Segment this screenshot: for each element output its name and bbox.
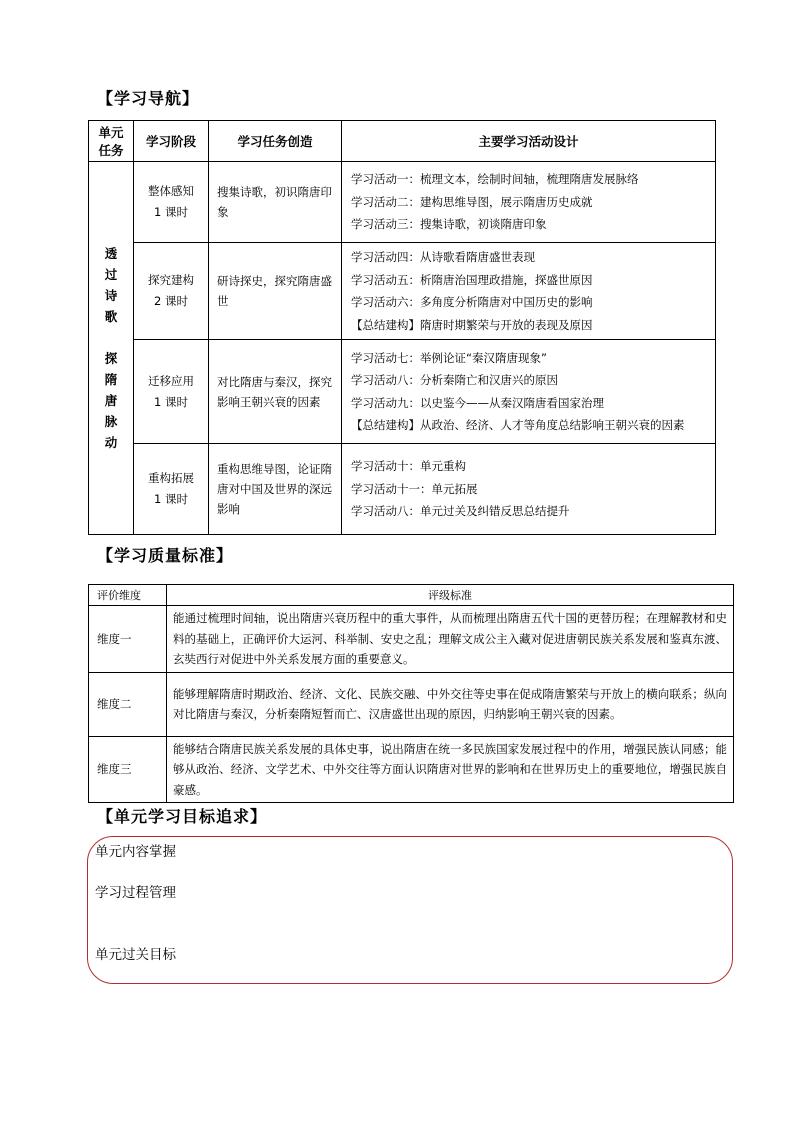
activities-cell: [342, 340, 716, 444]
nav-row: [89, 340, 716, 444]
activity-item: 学习活动八：分析秦隋亡和汉唐兴的原因: [351, 373, 558, 387]
activities-cell: [342, 243, 716, 340]
activity-item: 学习活动十：单元重构: [351, 459, 466, 474]
creation-cell: 研诗探史，探究隋唐盛世: [209, 243, 342, 340]
header-creation: 学习任务创造: [209, 121, 342, 162]
activity-item: 学习活动一：梳理文本，绘制时间轴，梳理隋唐发展脉络: [351, 172, 639, 187]
stage-cell: 迁移应用 1 课时: [134, 340, 209, 444]
quality-row: [89, 672, 734, 736]
nav-heading: 【学习导航】: [97, 89, 200, 108]
creation-cell: 重构思维导图，论证隋唐对中国及世界的深远影响: [209, 444, 342, 535]
goals-heading: 【单元学习目标追求】: [97, 807, 268, 826]
activities-cell: [342, 444, 716, 535]
activity-item: 学习活动七：举例论证“秦汉隋唐现象”: [351, 350, 547, 365]
activity-item: 学习活动十一：单元拓展: [351, 481, 478, 496]
stage-cell: 重构拓展 1 课时: [134, 444, 209, 535]
summary-item: 【总结建构】从政治、经济、人才等角度总结影响王朝兴衰的因素: [351, 418, 685, 432]
nav-header-row: [89, 121, 716, 162]
header-dimension: 评价维度: [89, 585, 167, 606]
activity-item: 学习活动三：搜集诗歌，初谈隋唐印象: [351, 217, 547, 232]
header-standard: 评级标准: [167, 585, 734, 606]
dimension-cell: 维度一: [89, 606, 167, 673]
goal-process-management: 学习过程管理: [95, 885, 176, 901]
quality-heading: 【学习质量标准】: [97, 546, 234, 565]
unit-task-cell: 透 过 诗 歌 探 隋 唐 脉 动: [89, 162, 134, 535]
goal-content-mastery: 单元内容掌握: [95, 844, 176, 860]
header-stage: 学习阶段: [134, 121, 209, 162]
nav-row: [89, 444, 716, 535]
learning-nav-table: [88, 120, 716, 535]
quality-header-row: [89, 585, 734, 606]
creation-cell: 对比隋唐与秦汉，探究影响王朝兴衰的因素: [209, 340, 342, 444]
activity-item: 学习活动六：多角度分析隋唐对中国历史的影响: [351, 295, 593, 309]
activity-item: 学习活动九：以史鉴今——从秦汉隋唐看国家治理: [351, 395, 604, 410]
stage-cell: 整体感知 1 课时: [134, 162, 209, 243]
activity-item: 学习活动五：析隋唐治国理政措施，探盛世原因: [351, 272, 593, 287]
dimension-cell: 维度三: [89, 736, 167, 803]
quality-row: [89, 736, 734, 803]
nav-row: [89, 162, 716, 243]
header-design: 主要学习活动设计: [342, 121, 716, 162]
creation-cell: 搜集诗歌，初识隋唐印象: [209, 162, 342, 243]
stage-cell: 探究建构 2 课时: [134, 243, 209, 340]
nav-row: [89, 243, 716, 340]
quality-row: [89, 606, 734, 673]
standard-cell: 能够理解隋唐时期政治、经济、文化、民族交融、中外交往等史事在促成隋唐繁荣与开放上的横向联系；纵向对比隋唐与秦汉，分析秦隋短暂而亡、汉唐盛世出现的原因，归纳影响王朝兴衰的因素。: [167, 672, 734, 736]
summary-item: 【总结建构】隋唐时期繁荣与开放的表现及原因: [351, 317, 593, 332]
activity-item: 学习活动二：建构思维导图，展示隋唐历史成就: [351, 194, 593, 209]
activity-item: 学习活动四：从诗歌看隋唐盛世表现: [351, 250, 535, 264]
activities-cell: [342, 162, 716, 243]
standard-cell: 能通过梳理时间轴，说出隋唐兴衰历程中的重大事件，从而梳理出隋唐五代十国的更替历程；在理解教材和史料的基础上，正确评价大运河、科举制、安史之乱；理解文成公主入藏对促进唐朝民族关系发展和鉴真东渡、玄奘西行对促进中外关系发展方面的重要意义。: [167, 606, 734, 673]
unit-goals-box: [87, 836, 733, 984]
standard-cell: 能够结合隋唐民族关系发展的具体史事，说出隋唐在统一多民族国家发展过程中的作用，增强民族认同感；能够从政治、经济、文学艺术、中外交往等方面认识隋唐对世界的影响和在世界历史上的重要地位，增强民族自豪感。: [167, 736, 734, 803]
quality-standard-table: [88, 584, 734, 803]
dimension-cell: 维度二: [89, 672, 167, 736]
activity-item: 学习活动八：单元过关及纠错反思总结提升: [351, 504, 570, 519]
header-unit-task: 单元 任务: [89, 121, 134, 162]
goal-unit-pass-target: 单元过关目标: [95, 947, 176, 963]
